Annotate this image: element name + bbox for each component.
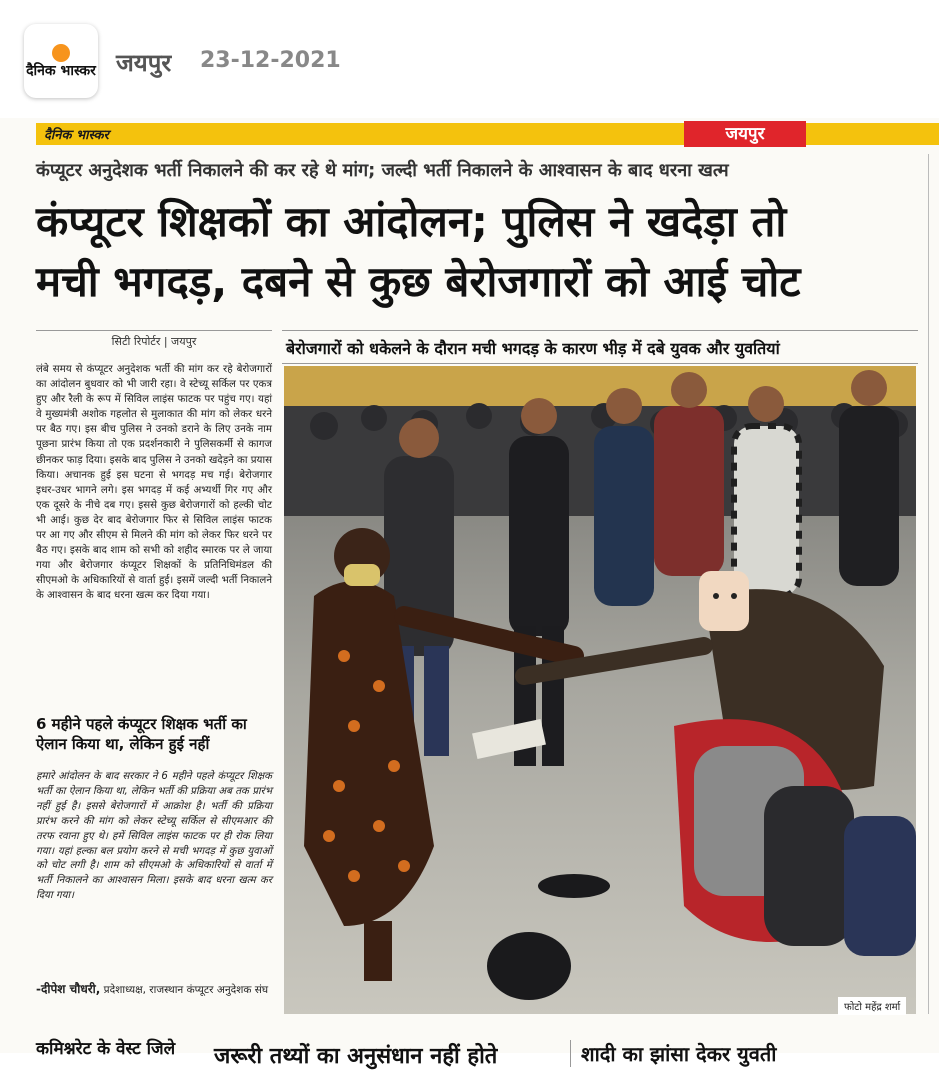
headline-line-2: मची भगदड़, दबने से कुछ बेरोजगारों को आई चोट bbox=[36, 257, 801, 306]
edition-city[interactable]: जयपुर bbox=[116, 49, 172, 77]
news-photo bbox=[284, 366, 916, 1014]
sun-icon bbox=[52, 44, 70, 62]
crowd-photo-illustration bbox=[284, 366, 916, 1014]
app-header bbox=[0, 0, 939, 118]
article-kicker: कंप्यूटर अनुदेशक भर्ती निकालने की कर रहे थे मांग; जल्दी भर्ती निकालने के आश्वासन के बाद धरना खत्म bbox=[36, 160, 729, 181]
article-subhead: 6 महीने पहले कंप्यूटर शिक्षक भर्ती का ऐलान किया था, लेकिन हुई नहीं bbox=[36, 715, 247, 753]
dainik-bhaskar-logo[interactable] bbox=[24, 24, 98, 98]
epaper-page[interactable] bbox=[0, 118, 939, 1069]
signature-role: प्रदेशाध्यक्ष, राजस्थान कंप्यूटर अनुदेशक संघ bbox=[103, 984, 269, 996]
signature-name: -दीपेश चौधरी, bbox=[36, 982, 101, 996]
article-headline bbox=[36, 192, 920, 312]
logo-text: दैनिक भास्कर bbox=[26, 62, 96, 79]
quote-signature bbox=[36, 982, 272, 998]
next-headline-2[interactable]: जरूरी तथ्यों का अनुसंधान नहीं होते bbox=[214, 1044, 498, 1069]
article-quote: हमारे आंदोलन के बाद सरकार ने 6 महीने पहले कंप्यूटर शिक्षक भर्ती का ऐलान किया था, लेकिन भर्ती की प्रक्रिया अब तक प्रारंभ नहीं हुई है। इससे बेरोजगारों में आक्रोश है। भर्ती की प्रक्रिया प्रारंभ करने की मांग को लेकर स्टेच्यू सर्किल से सीएमआर की तरफ रवाना हुए थे। हमें सिविल लाइंस फाटक पर ही रोक लिया गया। यहां हल्का बल प्रयोग करने से मची भगदड़ में कुछ युवाओं को चोट लगी है। शाम को सीएमओ के अधिकारियों से वार्ता में भर्ती निकालने का आश्वासन मिला। इसके बाद धरना खत्म कर दिया गया। bbox=[36, 771, 272, 902]
strip-brand: दैनिक भास्कर bbox=[44, 128, 109, 143]
strip-city-tag: जयपुर bbox=[684, 121, 806, 147]
edition-date[interactable]: 23-12-2021 bbox=[200, 48, 341, 73]
next-articles-row bbox=[0, 1022, 939, 1069]
headline-line-1: कंप्यूटर शिक्षकों का आंदोलन; पुलिस ने खदेड़ा तो bbox=[36, 197, 787, 246]
adjacent-column-edge bbox=[928, 154, 939, 1014]
byline: सिटी रिपोर्टर | जयपुर bbox=[36, 330, 272, 349]
next-headline-3[interactable]: शादी का झांसा देकर युवती bbox=[570, 1040, 776, 1067]
photo-caption: बेरोजगारों को धकेलने के दौरान मची भगदड़ के कारण भीड़ में दबे युवक और युवतियां bbox=[282, 330, 918, 364]
photo-credit: फोटो महेंद्र शर्मा bbox=[838, 997, 906, 1015]
article-body: लंबे समय से कंप्यूटर अनुदेशक भर्ती की मांग कर रहे बेरोजगारों का आंदोलन बुधवार को भी जारी रहा। वे स्टेच्यू सर्किल पर एकत्र हुए और रैली के रूप में सिविल लाइंस फाटक पर पहुंच गए। यहां वे मुख्यमंत्री अशोक गहलोत से मुलाकात की मांग को लेकर धरने पर बैठ गए। इस बीच पुलिस ने उनको डराने के लिए उनके नाम पूछना प्रारंभ किया तो एक प्रदर्शनकारी ने पुलिसकर्मी से कागज छीनकर फाड़ दिया। इसके बाद पुलिस ने उनको खदेड़ने का प्रयास किया। अचानक हुई इस घटना से भगदड़ मच गई। बेरोजगार इधर-उधर भागने लगे। इस भगदड़ में कई अभ्यर्थी गिर गए और एक दूसरे के नीचे दब गए। इससे कुछ बेरोजगारों को हल्की चोट भी आई। कुछ देर बाद बेरोजगार फिर से सिविल लाइंस फाटक पर आ गए और सीएम से मिलने की मांग को लेकर फिर धरने पर बैठ गए। इसके बाद शाम को सभी को शहीद स्मारक पर ले जाया गया और बेरोजगार कंप्यूटर शिक्षकों के प्रतिनिधिमंडल की सीएमओ के अधिकारियों से वार्ता हुई। इसमें जल्दी भर्ती निकालने के आश्वासन के बाद धरना खत्म कर दिया गया। bbox=[36, 364, 272, 602]
next-headline-1[interactable]: कमिश्नरेट के वेस्ट जिले bbox=[36, 1039, 176, 1059]
